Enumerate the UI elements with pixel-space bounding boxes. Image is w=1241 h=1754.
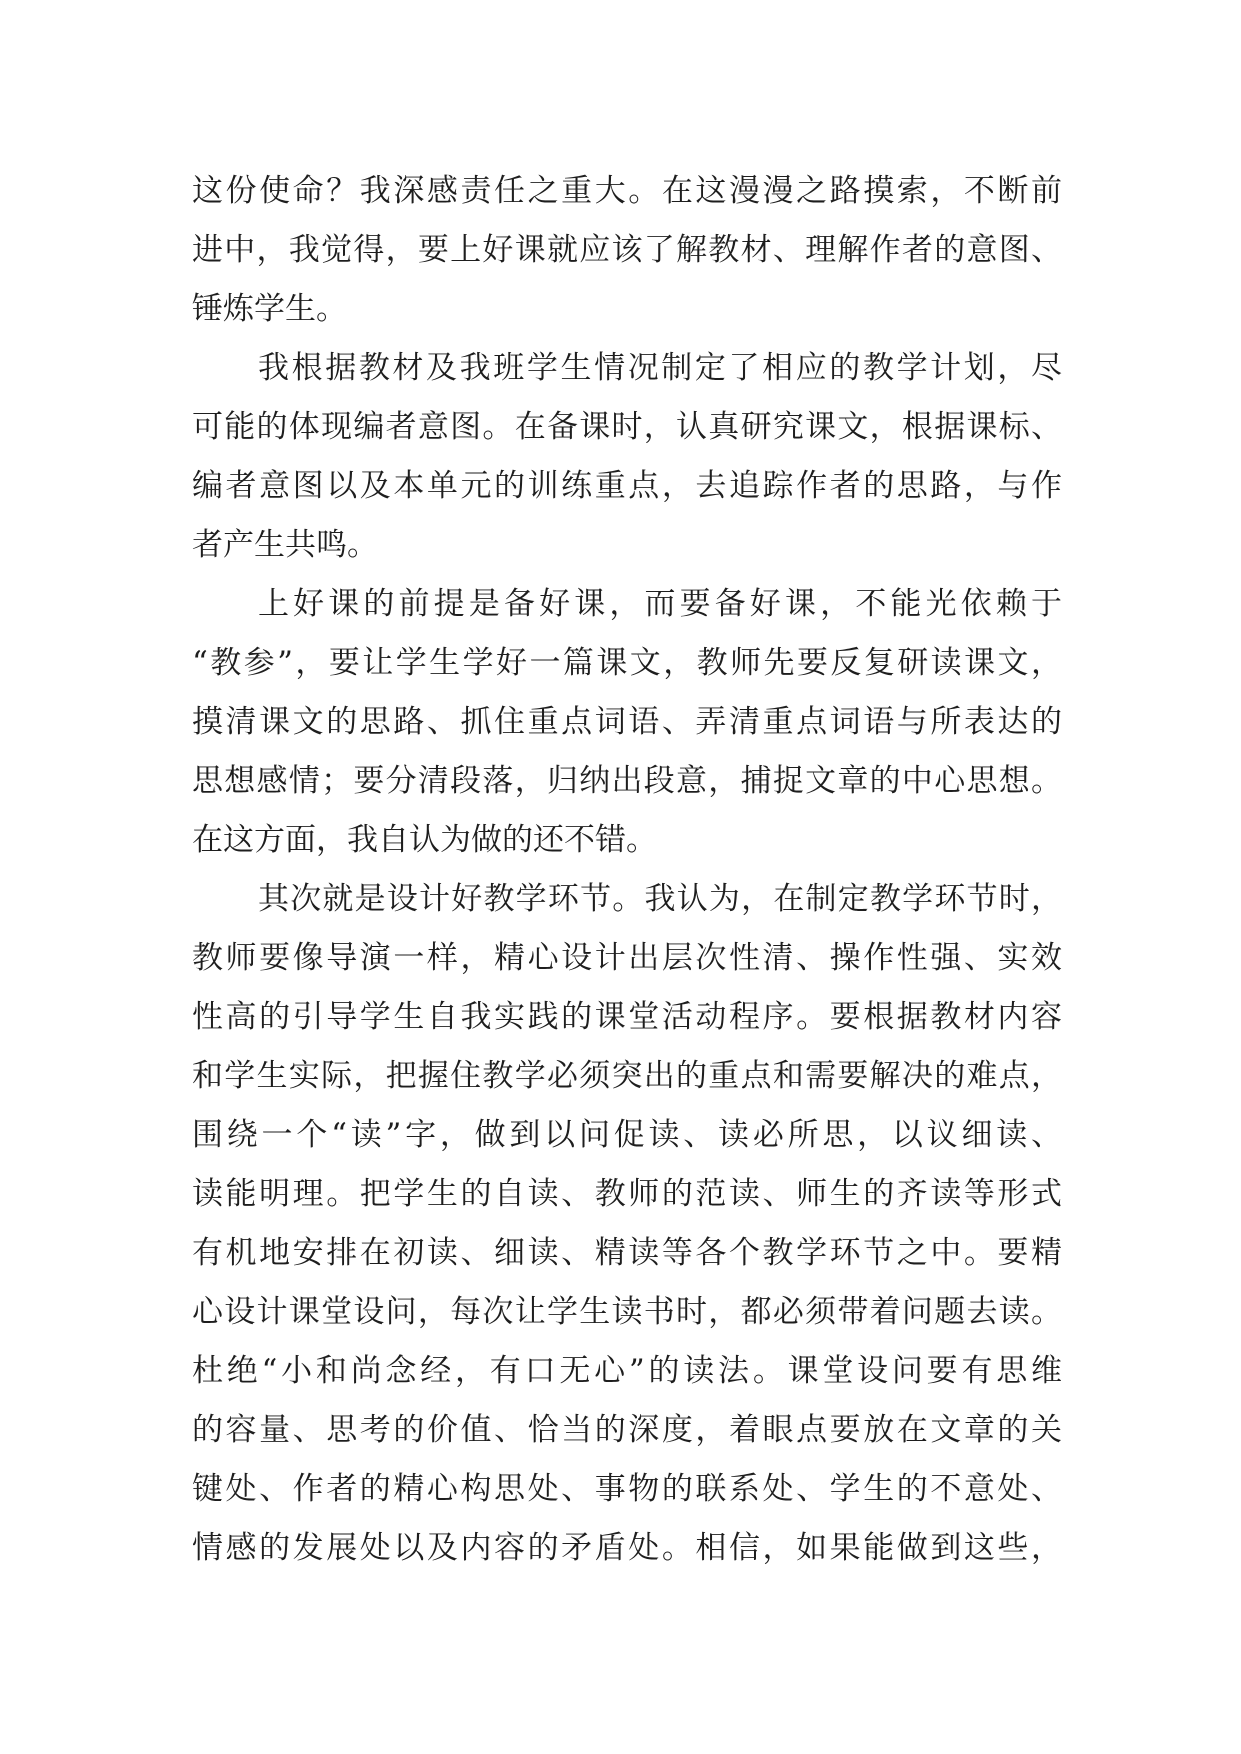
text-line: 围绕一个“读”字，做到以问促读、读必所思，以议细读、 xyxy=(192,1117,1062,1153)
text-line: 进中，我觉得，要上好课就应该了解教材、理解作者的意图、 xyxy=(192,232,1062,268)
text-line: 的容量、思考的价值、恰当的深度，着眼点要放在文章的关 xyxy=(192,1412,1062,1448)
paragraph-2 xyxy=(192,339,1062,575)
text-line: 上好课的前提是备好课，而要备好课，不能光依赖于 xyxy=(258,586,1062,622)
text-line: 编者意图以及本单元的训练重点，去追踪作者的思路，与作 xyxy=(192,468,1062,504)
text-line: 教师要像导演一样，精心设计出层次性清、操作性强、实效 xyxy=(192,940,1062,976)
text-line: 者产生共鸣。 xyxy=(192,527,378,563)
text-line: 性高的引导学生自我实践的课堂活动程序。要根据教材内容 xyxy=(192,999,1062,1035)
text-line: 在这方面，我自认为做的还不错。 xyxy=(192,822,657,858)
text-line: 情感的发展处以及内容的矛盾处。相信，如果能做到这些， xyxy=(192,1530,1062,1566)
text-line: 和学生实际，把握住教学必须突出的重点和需要解决的难点， xyxy=(192,1058,1062,1094)
text-line: 其次就是设计好教学环节。我认为，在制定教学环节时， xyxy=(258,881,1062,917)
paragraph-3 xyxy=(192,575,1062,870)
text-line: 可能的体现编者意图。在备课时，认真研究课文，根据课标、 xyxy=(192,409,1062,445)
text-line: 心设计课堂设问，每次让学生读书时，都必须带着问题去读。 xyxy=(192,1294,1062,1330)
text-line: 摸清课文的思路、抓住重点词语、弄清重点词语与所表达的 xyxy=(192,704,1062,740)
text-line: “教参”，要让学生学好一篇课文，教师先要反复研读课文， xyxy=(192,645,1062,681)
paragraph-4 xyxy=(192,870,1062,1578)
document-body xyxy=(192,162,1062,1578)
paragraph-1 xyxy=(192,162,1062,339)
text-line: 思想感情；要分清段落，归纳出段意，捕捉文章的中心思想。 xyxy=(192,763,1062,799)
text-line: 我根据教材及我班学生情况制定了相应的教学计划，尽 xyxy=(258,350,1062,386)
text-line: 杜绝“小和尚念经，有口无心”的读法。课堂设问要有思维 xyxy=(192,1353,1062,1389)
text-line: 锤炼学生。 xyxy=(192,291,347,327)
text-line: 键处、作者的精心构思处、事物的联系处、学生的不意处、 xyxy=(192,1471,1062,1507)
text-line: 读能明理。把学生的自读、教师的范读、师生的齐读等形式 xyxy=(192,1176,1062,1212)
text-line: 有机地安排在初读、细读、精读等各个教学环节之中。要精 xyxy=(192,1235,1062,1271)
text-line: 这份使命？我深感责任之重大。在这漫漫之路摸索，不断前 xyxy=(192,173,1062,209)
